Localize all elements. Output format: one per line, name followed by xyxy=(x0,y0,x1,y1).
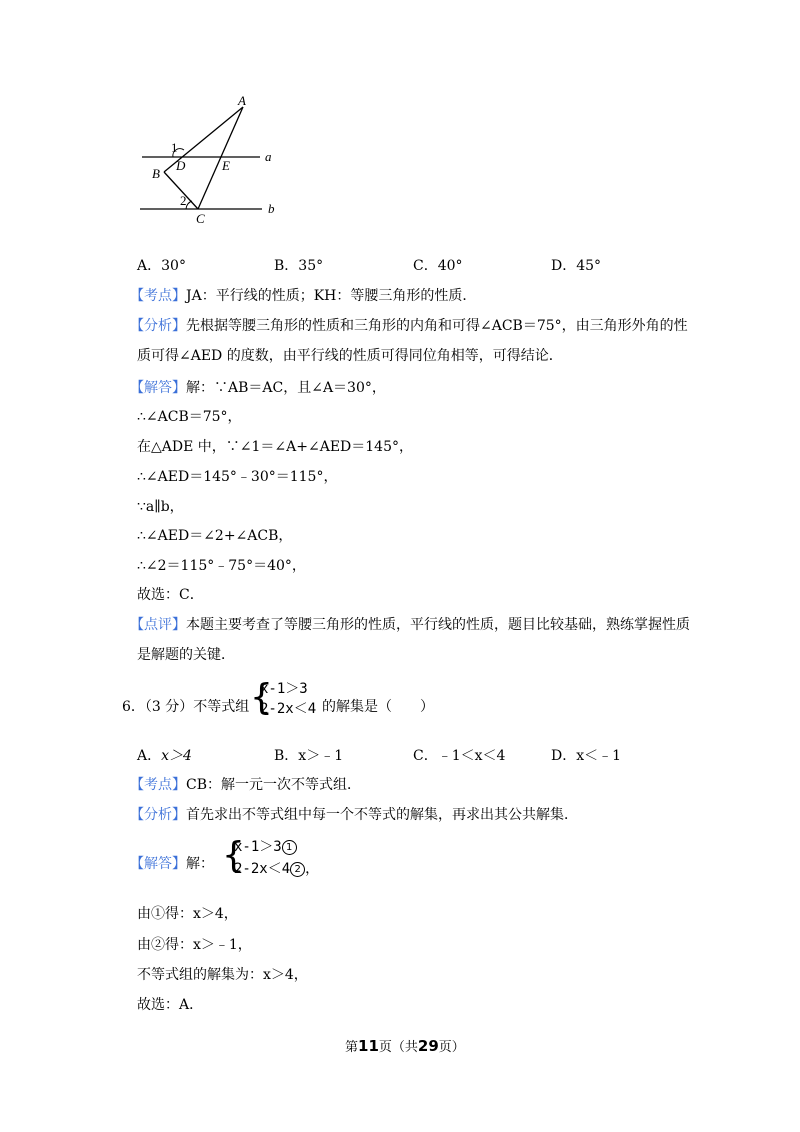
q5-fenxi: 【分析】先根据等腰三角形的性质和三角形的内角和可得∠ACB＝75°，由三角形外角的性 xyxy=(130,318,688,334)
q5-jieda: 【解答】解：∵AB＝AC，且∠A＝30°， xyxy=(130,380,386,396)
q6-answer-ineq-2: 2-2x＜4 2 ， xyxy=(234,861,320,877)
label-a: a xyxy=(265,149,272,164)
fenxi-tag: 【分析】 xyxy=(130,807,186,823)
q6-step-3: 不等式组的解集为：x＞4， xyxy=(137,967,308,983)
q5-option-c: C．40° xyxy=(413,258,463,274)
q6-option-c: C．﹣1＜x＜4 xyxy=(413,748,506,764)
q6-step-4: 故选：A． xyxy=(137,997,204,1013)
label-1: 1 xyxy=(171,140,178,155)
label-A: A xyxy=(238,93,246,108)
q5-fenxi-line2: 质可得∠AED 的度数，由平行线的性质可得同位角相等，可得结论． xyxy=(137,348,563,364)
q6-step-2: 由②得：x＞﹣1， xyxy=(137,937,252,953)
q6-fenxi: 【分析】首先求出不等式组中每一个不等式的解集，再求出其公共解集． xyxy=(130,807,578,823)
q6-answer-brace: { xyxy=(222,835,245,876)
q5-option-d: D．45° xyxy=(551,258,602,274)
q6-option-a: A．x＞4 xyxy=(137,748,192,764)
label-E: E xyxy=(222,158,230,173)
q6-ineq-1: x-1＞3 xyxy=(260,681,308,697)
dianping-tag: 【点评】 xyxy=(130,617,186,633)
label-b: b xyxy=(268,201,275,216)
circled-one: 1 xyxy=(282,840,297,855)
q5-step-5: ∴∠AED＝∠2+∠ACB， xyxy=(137,528,293,544)
q5-dianping: 【点评】本题主要考查了等腰三角形的性质，平行线的性质，题目比较基础，熟练掌握性质 xyxy=(130,617,690,633)
label-2: 2 xyxy=(180,193,187,208)
q5-kaodian: 【考点】JA：平行线的性质；KH：等腰三角形的性质． xyxy=(130,288,477,304)
q6-option-d: D．x＜﹣1 xyxy=(551,748,622,764)
page-footer: 第11页（共29页） xyxy=(345,1037,465,1055)
circled-two: 2 xyxy=(290,862,305,877)
q6-stem-suffix: 的解集是（ ） xyxy=(322,699,434,715)
q6-step-1: 由①得：x＞4， xyxy=(137,906,238,922)
label-B: B xyxy=(152,166,160,181)
label-C: C xyxy=(196,211,205,226)
q6-kaodian: 【考点】CB：解一元一次不等式组． xyxy=(130,777,361,793)
kaodian-tag: 【考点】 xyxy=(130,777,186,793)
q5-option-a: A．30° xyxy=(137,258,186,274)
q5-step-7: 故选：C． xyxy=(137,587,204,603)
q5-step-4: ∵a∥b， xyxy=(137,499,184,515)
jieda-tag: 【解答】 xyxy=(130,380,186,396)
q5-step-1: ∴∠ACB＝75°， xyxy=(137,409,242,425)
segment-AC xyxy=(198,107,243,209)
geometry-figure xyxy=(130,92,290,232)
q5-dianping-line2: 是解题的关键． xyxy=(137,647,235,663)
q6-brace: { xyxy=(250,677,273,718)
q5-step-3: ∴∠AED＝145°﹣30°＝115°， xyxy=(137,469,338,485)
q5-step-2: 在△ADE 中，∵∠1＝∠A+∠AED＝145°， xyxy=(137,439,413,455)
jieda-tag: 【解答】 xyxy=(130,856,186,872)
q6-jieda: 【解答】解： xyxy=(130,856,214,872)
q6-stem-prefix: 6．（3 分）不等式组 xyxy=(122,699,250,715)
q5-option-b: B．35° xyxy=(274,258,324,274)
q5-step-6: ∴∠2＝115°﹣75°＝40°， xyxy=(137,558,306,574)
q6-option-b: B．x＞﹣1 xyxy=(274,748,344,764)
q6-answer-ineq-1: x-1＞3 1 xyxy=(234,838,297,857)
q6-ineq-2: 2-2x＜4 xyxy=(260,701,317,717)
label-D: D xyxy=(176,158,186,173)
fenxi-tag: 【分析】 xyxy=(130,318,186,334)
kaodian-tag: 【考点】 xyxy=(130,288,186,304)
